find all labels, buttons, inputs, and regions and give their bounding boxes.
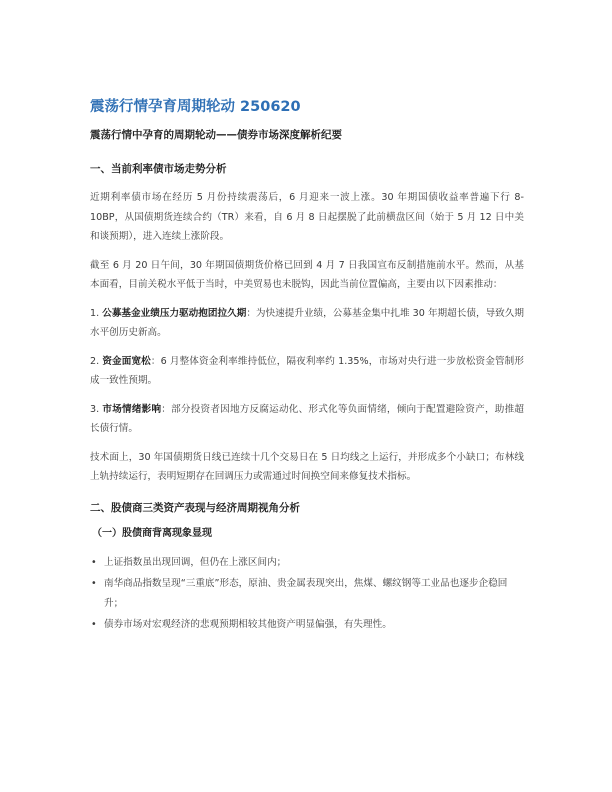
- list-item-text: 南华商品指数呈现“三重底”形态，原油、贵金属表现突出，焦煤、螺纹钢等工业品也逐步企稳回升；: [104, 578, 508, 609]
- subsection-heading: （一）股债商背离现象显现: [92, 527, 212, 539]
- factor-item-title: 公募基金业绩压力驱动抱团拉久期: [102, 307, 247, 319]
- bullet-icon: •: [91, 619, 97, 630]
- factor-item-number: 3.: [90, 403, 100, 415]
- section1-paragraph-2: 截至 6 月 20 日午间，30 年期国债期货价格已回到 4 月 7 日我国宣布反制措施前水平。然而，从基本面看，目前关税水平低于当时，中美贸易也未脱钩，因此当前位置偏高，主要由以下因素推动：: [90, 259, 524, 290]
- section1-paragraph-1: 近期利率债市场在经历 5 月份持续震荡后，6 月迎来一波上涨。30 年期国债收益率普遍下行 8-10BP，从国债期货连续合约（TR）来看，自 6 月 8 日起摆脱了此前横盘区间（始于 5 月 12 日中美和谈预期），进入连续上涨阶段。: [90, 192, 524, 242]
- list-item: [90, 615, 524, 635]
- bullet-list: [90, 553, 524, 635]
- list-item: [90, 553, 524, 573]
- factor-item-text: ：部分投资者因地方反腐运动化、形式化等负面情绪，倾向于配置避险资产，助推超长债行情。: [90, 403, 524, 434]
- factor-item-number: 1.: [90, 307, 100, 319]
- factor-item-title: 市场情绪影响: [102, 403, 162, 415]
- factor-item-text: ：6 月整体资金利率维持低位，隔夜利率约 1.35%，市场对央行进一步放松资金管制形成一致性预期。: [90, 355, 524, 386]
- factor-item-text: ：为快速提升业绩，公募基金集中扎堆 30 年期超长债，导致久期水平创历史新高。: [90, 307, 524, 338]
- section1-paragraph-3: 技术面上，30 年国债期货日线已连续十几个交易日在 5 日均线之上运行，并形成多个小缺口；布林线上轨持续运行，表明短期存在回调压力或需通过时间换空间来修复技术指标。: [90, 451, 524, 482]
- list-item-text: 上证指数虽出现回调，但仍在上涨区间内；: [104, 556, 287, 568]
- document-title: 震荡行情孕育周期轮动 250620: [90, 99, 301, 115]
- list-item: [90, 574, 524, 613]
- section-heading-1: 一、当前利率债市场走势分析: [90, 163, 227, 175]
- bullet-icon: •: [91, 578, 97, 589]
- factor-item-title: 资金面宽松: [102, 355, 151, 367]
- bullet-icon: •: [91, 556, 97, 568]
- factor-item-3: [90, 400, 524, 439]
- factor-item-number: 2.: [90, 355, 100, 367]
- factor-item-1: [90, 304, 524, 343]
- document-subtitle: 震荡行情中孕育的周期轮动——债券市场深度解析纪要: [90, 129, 342, 141]
- factor-item-2: [90, 352, 524, 391]
- list-item-text: 债券市场对宏观经济的悲观预期相较其他资产明显偏强，有失理性。: [104, 619, 392, 630]
- section-heading-2: 二、股债商三类资产表现与经济周期视角分析: [90, 501, 300, 514]
